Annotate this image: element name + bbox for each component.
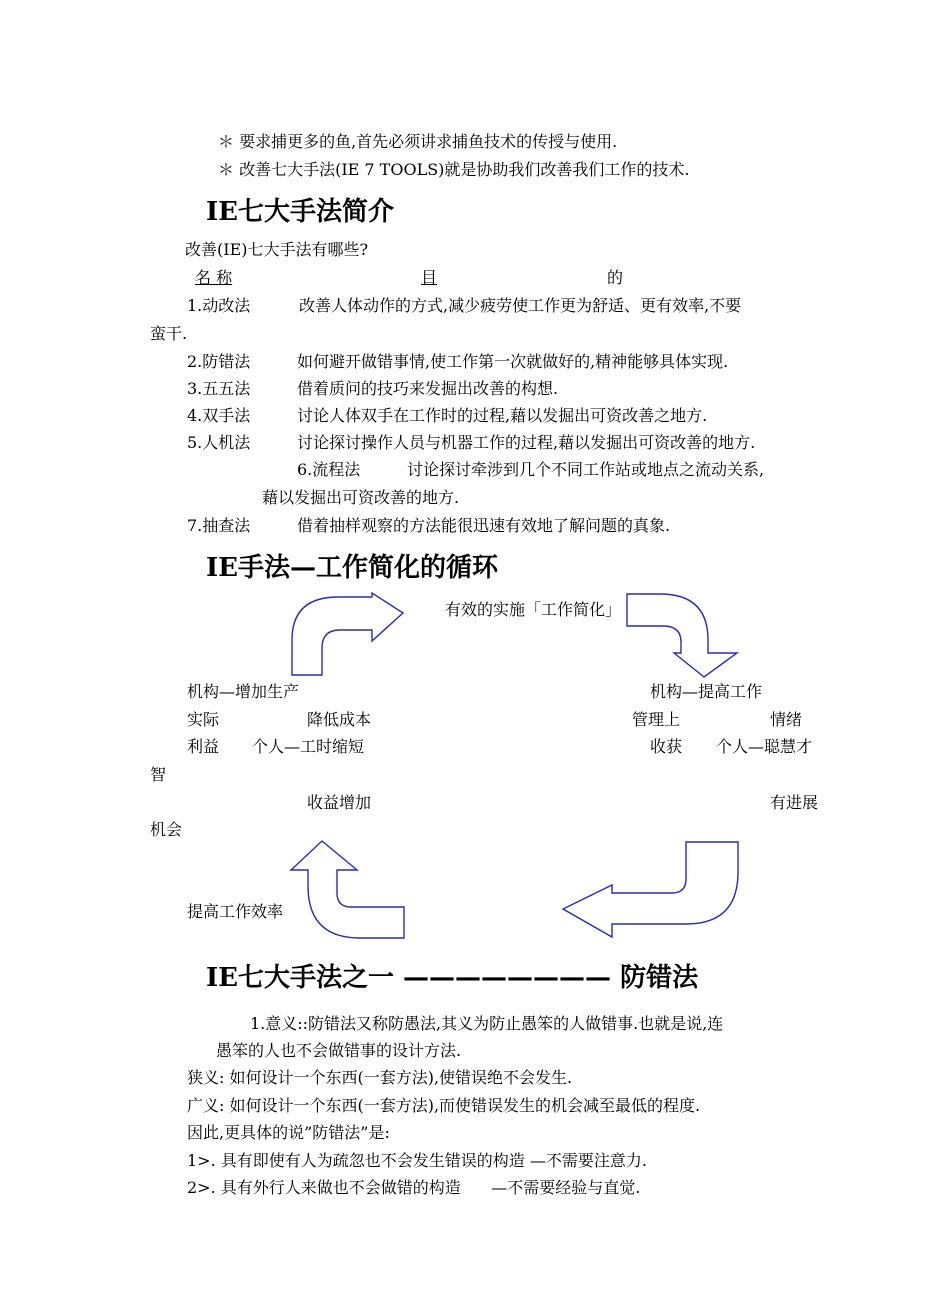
cycle-left-line-1: 机构—增加生产	[187, 682, 300, 701]
tool-name-7: 7.抽查法	[187, 516, 251, 535]
therefore-line: 因此,更具体的说”防错法”是:	[187, 1123, 390, 1142]
tool-name-6: 6.流程法	[297, 460, 361, 479]
tool-name-3: 3.五五法	[187, 379, 251, 398]
cycle-left-line-3a: 利益	[187, 737, 220, 756]
broad-definition: 广义: 如何设计一个东西(一套方法),而使错误发生的机会减至最低的程度.	[187, 1096, 701, 1115]
column-header-name: 名 称	[195, 268, 233, 287]
tool-desc-6: 讨论探讨牵涉到几个不同工作站或地点之流动关系,	[407, 460, 765, 479]
tool-desc-2: 如何避开做错事情,使工作第一次就做好的,精神能够具体实现.	[297, 352, 729, 371]
column-header-purpose-left: 目	[421, 268, 438, 287]
tool-desc-7: 借着抽样观察的方法能很迅速有效地了解问题的真象.	[297, 516, 671, 535]
tool-desc-3: 借着质问的技巧来发掘出改善的构想.	[297, 379, 559, 398]
cycle-right-line-3b: 个人—聪慧才	[716, 737, 813, 756]
cycle-wrap-char: 智	[150, 765, 167, 784]
curved-arrow-bottom-left-icon	[291, 841, 404, 938]
intro-bullet-2: ＊ 改善七大手法(IE 7 TOOLS)就是协助我们改善我们工作的技术.	[218, 160, 690, 179]
cycle-bottom-left-label: 提高工作效率	[187, 902, 284, 921]
section-heading-poka-yoke: IE七大手法之一 ———————— 防错法	[206, 963, 699, 993]
cycle-right-line-5: 有进展	[770, 793, 819, 812]
tool-name-1: 1.动改法	[187, 296, 251, 315]
tool-desc-4: 讨论人体双手在工作时的过程,藉以发掘出可资改善之地方.	[297, 406, 708, 425]
column-header-purpose-right: 的	[606, 268, 623, 287]
point-1: 1>. 具有即使有人为疏忽也不会发生错误的构造 —不需要注意力.	[187, 1151, 647, 1170]
intro-bullet-1: ＊ 要求捕更多的鱼,首先必须讲求捕鱼技术的传授与使用.	[218, 132, 618, 151]
cycle-left-line-5: 收益增加	[307, 793, 372, 812]
curved-arrow-top-right-icon	[627, 594, 737, 677]
cycle-top-label: 有效的实施「工作简化」	[445, 600, 622, 619]
point-2: 2>. 具有外行人来做也不会做错的构造 —不需要经验与直觉.	[187, 1178, 641, 1197]
cycle-right-line-3a: 收获	[650, 737, 683, 756]
cycle-left-line-3b: 个人—工时缩短	[252, 737, 365, 756]
tool-desc-1: 改善人体动作的方式,减少疲劳使工作更为舒适、更有效率,不要	[299, 296, 742, 315]
curved-arrow-top-left-icon	[292, 593, 403, 675]
definition-para-cont: 愚笨的人也不会做错事的设计方法.	[216, 1041, 462, 1060]
tools-question: 改善(IE)七大手法有哪些?	[185, 240, 369, 259]
tool-desc-1-cont: 蛮干.	[150, 324, 188, 343]
cycle-right-line-2b: 情绪	[770, 710, 803, 729]
cycle-left-line-2a: 实际	[187, 710, 220, 729]
definition-para: 1.意义::防错法又称防愚法,其义为防止愚笨的人做错事.也就是说,连	[250, 1014, 724, 1033]
tool-desc-6-cont: 藉以发掘出可资改善的地方.	[262, 488, 460, 507]
section-heading-intro: IE七大手法简介	[206, 197, 394, 227]
cycle-right-line-1: 机构—提高工作	[650, 682, 763, 701]
tool-name-4: 4.双手法	[187, 406, 251, 425]
cycle-wrap-word: 机会	[150, 820, 183, 839]
curved-arrow-bottom-right-icon	[563, 842, 738, 937]
section-heading-cycle: IE手法—工作简化的循环	[206, 553, 498, 583]
cycle-right-line-2a: 管理上	[632, 710, 681, 729]
cycle-left-line-2b: 降低成本	[307, 710, 372, 729]
tool-name-2: 2.防错法	[187, 352, 251, 371]
tool-desc-5: 讨论探讨操作人员与机器工作的过程,藉以发掘出可资改善的地方.	[297, 433, 756, 452]
narrow-definition: 狭义: 如何设计一个东西(一套方法),使错误绝不会发生.	[187, 1068, 573, 1087]
tool-name-5: 5.人机法	[187, 433, 251, 452]
